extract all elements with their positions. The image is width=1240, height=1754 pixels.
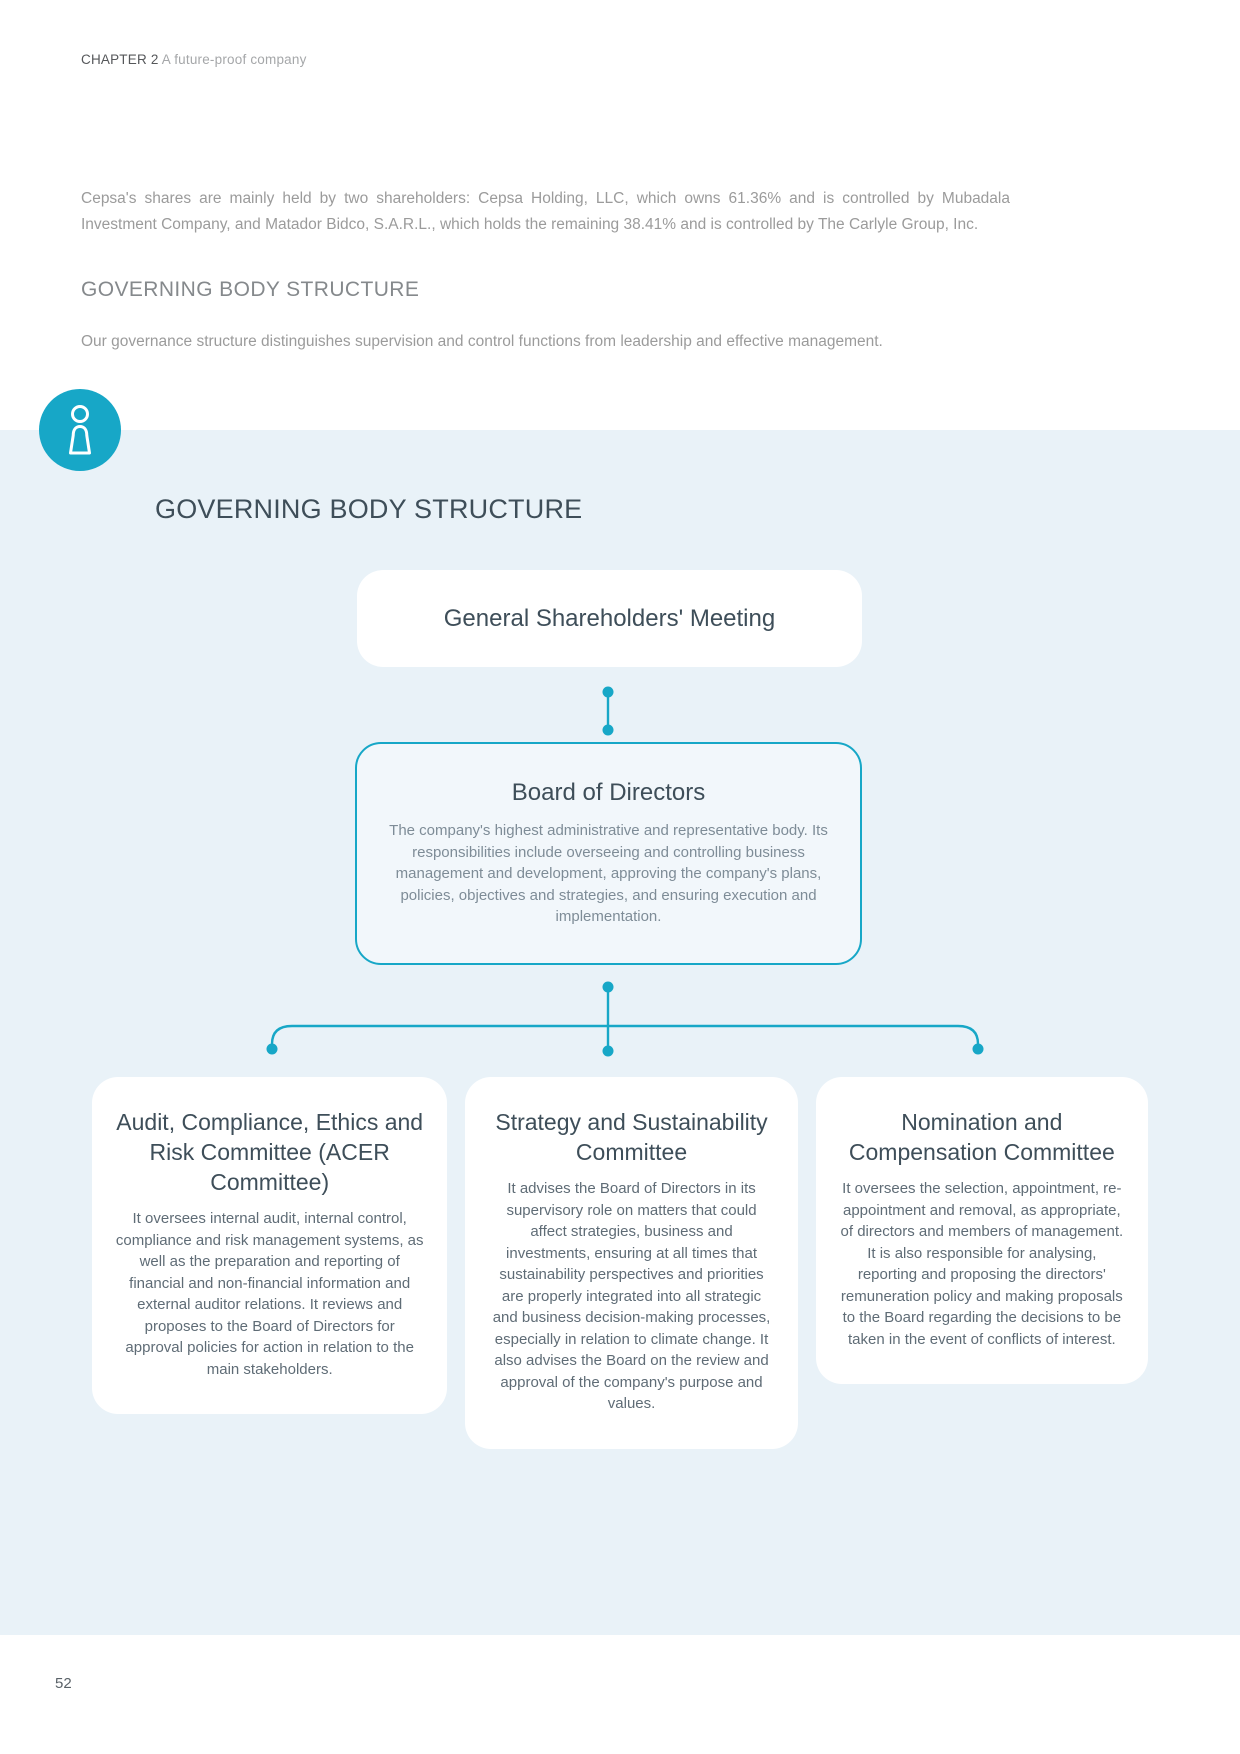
node-title: Strategy and Sustainability Committee [495,1109,768,1165]
node-strategy-sustainability-committee [465,1077,797,1449]
node-title: Board of Directors [511,779,706,807]
node-title: Nomination and Compensation Committee [848,1109,1115,1165]
node-description: It oversees internal audit, internal control, compliance and risk management systems, as well as the preparation and reporting of financial and non-financial information and external auditor relations. It reviews and proposes to the Board of Directors for approval policies for action in relation to the main stakeholders. [115,1210,424,1378]
node-description: It oversees the selection, appointment, re-appointment and removal, as appropriate, of directors and members of management. It is also responsible for analysing, reporting and proposing the directors' remuneration policy and making proposals to the Board regarding the decisions to be taken in the event of conflicts of interest. [840,1180,1124,1348]
node-board-of-directors [355,742,862,965]
chapter-title: A future-proof company [161,52,307,67]
section-heading: GOVERNING BODY STRUCTURE [81,278,420,301]
node-acer-committee [92,1077,447,1414]
node-description: It advises the Board of Directors in its supervisory role on matters that could affect strategies, business and investments, ensuring at all times that sustainability perspectives and priorities are properly integrated into all strategic and business decision-making processes, especially in relation to climate change. It also advises the Board on the review and approval of the company's purpose and values. [492,1180,771,1412]
governance-paragraph: Our governance structure distinguishes supervision and control functions from leadership and effective management. [81,333,883,350]
node-general-shareholders-meeting [357,570,862,667]
committees-row [92,1077,1148,1449]
node-title: Audit, Compliance, Ethics and Risk Committee (ACER Committee) [116,1109,424,1195]
chapter-header [81,52,307,67]
chapter-label: CHAPTER 2 [81,52,159,67]
diagram-title: GOVERNING BODY STRUCTURE [155,494,583,524]
shareholders-paragraph: Cepsa's shares are mainly held by two shareholders: Cepsa Holding, LLC, which owns 61.36% and is controlled by Mubadala Investment Company, and Matador Bidco, S.A.R.L., which holds the remaining 38.41% and is controlled by The Carlyle Group, Inc. [81,190,1010,233]
node-description: The company's highest administrative and representative body. Its responsibilities include overseeing and controlling business management and development, approving the company's plans, policies, objectives and strategies, and ensuring execution and implementation. [389,822,828,926]
node-title: General Shareholders' Meeting [443,604,776,632]
node-nomination-compensation-committee [816,1077,1148,1384]
page-number: 52 [55,1675,72,1692]
person-icon [39,389,121,471]
